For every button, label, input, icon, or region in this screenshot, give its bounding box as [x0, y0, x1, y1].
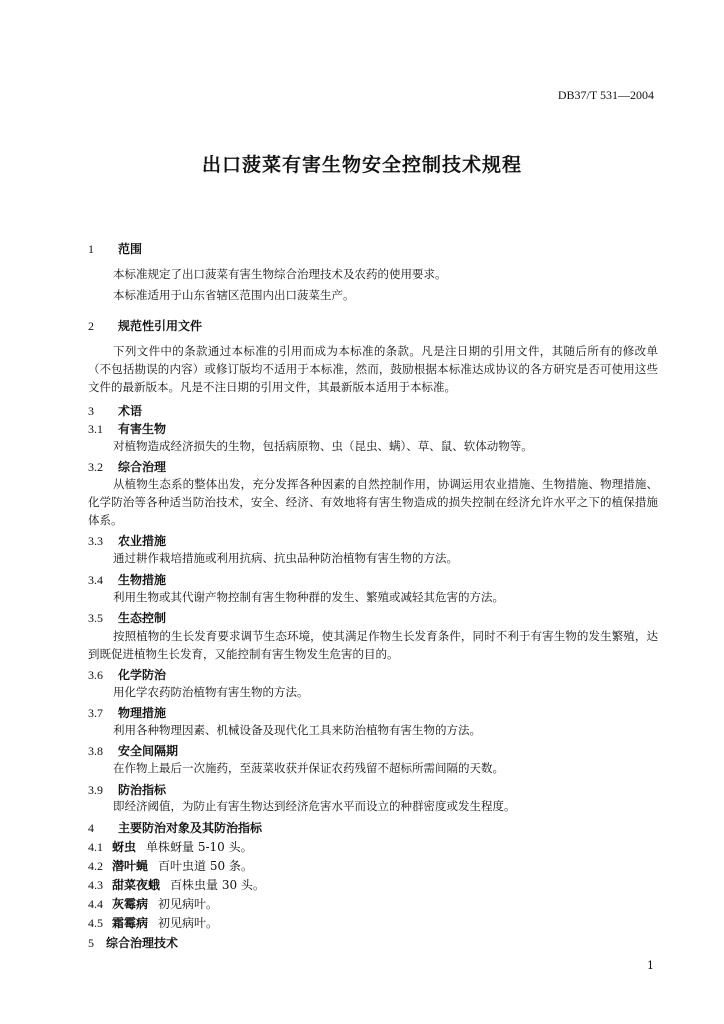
section-title: 主要防治对象及其防治指标 — [118, 821, 263, 835]
term-3-2-heading — [88, 458, 166, 475]
section-number: 4 — [88, 821, 94, 835]
section-title: 综合治理技术 — [106, 936, 179, 950]
item-number: 4.4 — [88, 897, 103, 911]
term-title: 农业措施 — [118, 534, 167, 548]
item-number: 4.3 — [88, 878, 103, 892]
term-number: 3.3 — [88, 534, 103, 548]
standard-code: DB37/T 531—2004 — [557, 88, 654, 102]
term-number: 3.7 — [88, 706, 103, 720]
section-title: 规范性引用文件 — [118, 319, 203, 333]
term-definition: 按照植物的生长发育要求调节生态环境，使其满足作物生长发育条件，同时不利于有害生物的发生繁殖，达到既促进植物生长发育，又能控制有害生物发生危害的目的。 — [88, 629, 658, 661]
document-title: 出口菠菜有害生物安全控制技术规程 — [201, 154, 522, 176]
item-threshold: 百叶虫道 50 条。 — [158, 859, 253, 873]
section-3-heading — [88, 402, 142, 419]
term-number: 3.6 — [88, 668, 103, 682]
section-number: 2 — [88, 319, 94, 333]
item-threshold: 百株虫量 30 头。 — [170, 878, 265, 892]
term-title: 有害生物 — [118, 422, 167, 436]
term-title: 防治指标 — [118, 783, 167, 797]
paragraph: 本标准规定了出口菠菜有害生物综合治理技术及农药的使用要求。 — [113, 267, 447, 281]
item-title: 甜菜夜蛾 — [112, 878, 161, 892]
item-number: 4.5 — [88, 916, 103, 930]
pest-item — [88, 914, 218, 931]
term-3-3-heading — [88, 532, 166, 549]
term-title: 化学防治 — [118, 668, 167, 682]
paragraph: 下列文件中的条款通过本标准的引用而成为本标准的条款。凡是注日期的引用文件，其随后所有的修改单（不包括勘误的内容）或修订版均不适用于本标准，然而，鼓励根据本标准达成协议的各方研究是否可使用这些文件的最新版本。凡是不注日期的引用文件，其最新版本适用于本标准。 — [88, 344, 658, 394]
term-number: 3.8 — [88, 744, 103, 758]
section-number: 5 — [88, 936, 94, 950]
section-5-heading — [88, 934, 178, 951]
term-definition: 对植物造成经济损失的生物，包括病原物、虫（昆虫、螨）、草、鼠、软体动物等。 — [113, 439, 533, 453]
term-3-5-heading — [88, 609, 166, 626]
term-3-9-heading — [88, 781, 166, 798]
section-title: 术语 — [118, 404, 143, 418]
term-3-6-heading — [88, 666, 166, 683]
paragraph: 本标准适用于山东省辖区范围内出口菠菜生产。 — [113, 288, 355, 302]
item-title: 蚜虫 — [112, 840, 137, 854]
term-number: 3.2 — [88, 460, 103, 474]
term-definition: 通过耕作栽培措施或利用抗病、抗虫品种防治植物有害生物的方法。 — [113, 551, 458, 565]
section-title: 范围 — [118, 242, 143, 256]
item-title: 潜叶蝇 — [112, 859, 149, 873]
pest-item — [88, 857, 253, 874]
section-number: 1 — [88, 242, 94, 256]
term-definition: 利用各种物理因素、机械设备及现代化工具来防治植物有害生物的方法。 — [113, 723, 481, 737]
term-number: 3.4 — [88, 573, 103, 587]
term-3-7-heading — [88, 704, 166, 721]
section-4-heading — [88, 819, 262, 836]
page-number: 1 — [647, 959, 654, 972]
item-number: 4.1 — [88, 840, 103, 854]
term-3-8-heading — [88, 742, 178, 759]
term-number: 3.1 — [88, 422, 103, 436]
term-definition: 即经济阈值，为防止有害生物达到经济危害水平而设立的种群密度或发生程度。 — [113, 799, 516, 813]
term-title: 物理措施 — [118, 706, 167, 720]
term-definition: 从植物生态系的整体出发，充分发挥各种因素的自然控制作用，协调运用农业措施、生物措施、物理措施、化学防治等各种适当防治技术，安全、经济、有效地将有害生物造成的损失控制在经济允许水平之下的植保措施体系。 — [88, 477, 658, 527]
section-1-heading — [88, 240, 142, 257]
term-title: 生物措施 — [118, 573, 167, 587]
term-definition: 在作物上最后一次施药，至菠菜收获并保证农药残留不超标所需间隔的天数。 — [113, 761, 504, 775]
term-definition: 利用生物或其代谢产物控制有害生物种群的发生、繁殖或减轻其危害的方法。 — [113, 590, 504, 604]
item-threshold: 初见病叶。 — [158, 897, 219, 911]
term-title: 生态控制 — [118, 611, 167, 625]
item-title: 灰霉病 — [112, 897, 149, 911]
term-title: 安全间隔期 — [118, 744, 179, 758]
term-3-4-heading — [88, 571, 166, 588]
term-title: 综合治理 — [118, 460, 167, 474]
term-number: 3.9 — [88, 783, 103, 797]
item-threshold: 单株蚜量 5-10 头。 — [146, 840, 253, 854]
section-2-heading — [88, 317, 202, 334]
section-number: 3 — [88, 404, 94, 418]
item-title: 霜霉病 — [112, 916, 149, 930]
pest-item — [88, 895, 218, 912]
item-number: 4.2 — [88, 859, 103, 873]
term-3-1-heading — [88, 420, 166, 437]
term-number: 3.5 — [88, 611, 103, 625]
pest-item — [88, 838, 253, 855]
term-definition: 用化学农药防治植物有害生物的方法。 — [113, 685, 309, 699]
item-threshold: 初见病叶。 — [158, 916, 219, 930]
pest-item — [88, 876, 265, 893]
